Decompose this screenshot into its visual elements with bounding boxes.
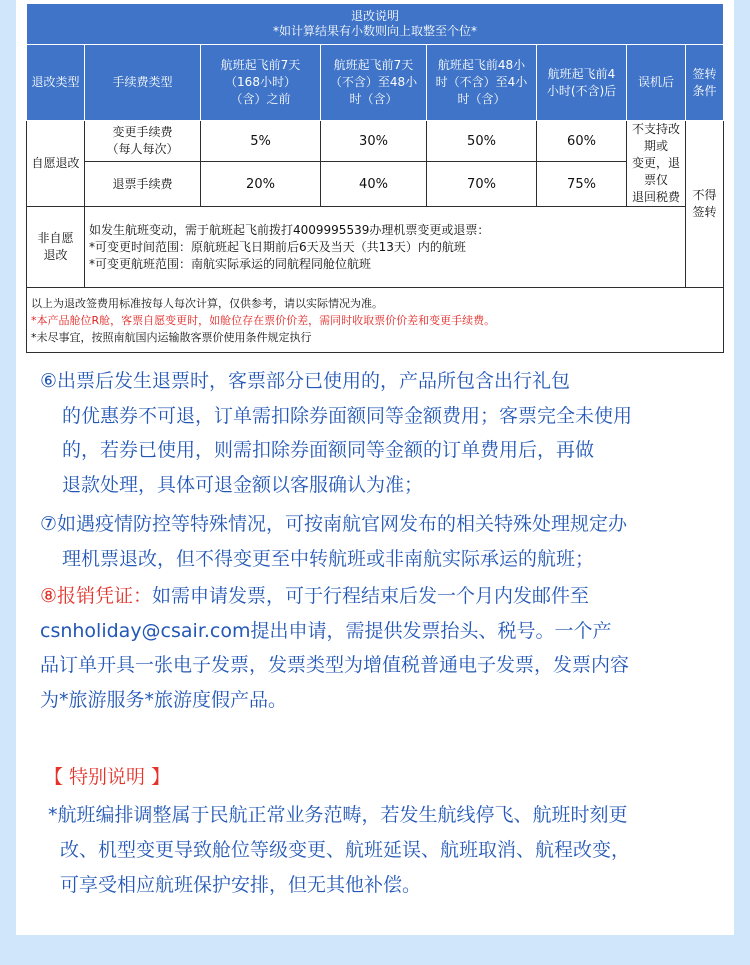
missed-note [627,121,686,207]
header-col4 [537,45,627,121]
header-col4-line: 航班起飞前4 [547,66,616,81]
note-line: 以上为退改签费用标准按每人每次计算，仅供参考，请以实际情况为准。 [31,296,383,310]
refund-fee-value: 75% [537,162,627,207]
change-fee-line: （每人每次） [106,142,179,156]
header-col3-line: 航班起飞前48小 [437,58,526,72]
header-col3 [427,45,537,121]
involuntary-label-line: 非自愿 [37,231,74,245]
missed-note-line: 变更，退票仅 [631,156,680,187]
special-note [48,798,728,903]
involuntary-line: *可变更时间范围：原航班起飞日期前后6天及当天（共13天）内的航班 [89,239,466,254]
header-col1 [201,45,321,121]
refund-fee-label: 退票手续费 [85,162,201,207]
change-fee-value: 50% [427,121,537,162]
special-note-line: *航班编排调整属于民航正常业务范畴，若发生航线停飞、航班时刻更 [48,804,628,826]
header-col2-line: （不含）至48小 [329,75,418,89]
special-note-line: 改、机型变更导致舱位等级变更、航班延误、航班取消、航程改变， [60,839,631,861]
header-col3-line: 时（不含）至4小 [435,75,528,89]
header-col2-line: 航班起飞前7天 [333,58,414,72]
refund-fee-value: 40% [321,162,427,207]
change-fee-line: 变更手续费 [112,125,173,139]
header-col1-line: （含）之前 [230,92,291,106]
clause-6-line: 退款处理，具体可退金额以客服确认为准； [62,473,424,496]
clause-7-line: 理机票退改，但不得变更至中转航班或非南航实际承运的航班； [62,547,595,570]
endorse-value-line: 签转 [692,205,717,219]
note-line-warning: *本产品舱位R舱，客票自愿变更时，如舱位存在票价价差，需同时收取票价价差和变更手续费。 [31,313,496,327]
note-line: *未尽事宜，按照南航国内运输散客票价使用条件规定执行 [31,330,312,344]
clause-8 [40,579,730,717]
clause-8-line: csnholiday@csair.com提出申请，需提供发票抬头、税号。一个产 [40,619,612,642]
table-subtitle: *如计算结果有小数则向上取整至个位* [273,24,478,38]
refund-fee-value: 20% [201,162,321,207]
clause-6-line: 的，若券已使用，则需扣除券面额同等金额的订单费用后，再做 [62,439,595,461]
missed-note-line: 不支持改期或 [631,122,680,153]
clause-6 [40,364,730,502]
clause-8-label: ⑧报销凭证： [40,585,153,607]
involuntary-line: *可变更航班范围：南航实际承运的同航程同舱位航班 [89,256,372,271]
header-col2 [321,45,427,121]
table-notes [27,288,724,353]
clause-6-line: ⑥出票后发生退票时，客票部分已使用的，产品所包含出行礼包 [40,370,571,392]
clause-7 [40,507,730,576]
involuntary-detail [85,207,686,288]
table-title [27,4,724,45]
change-fee-value: 5% [201,121,321,162]
refund-change-table [26,3,724,353]
special-note-title: 【 特别说明 】 [44,766,171,788]
header-missed: 误机后 [627,45,686,121]
header-col2-line: 时（含） [349,92,398,106]
header-col1-line: （168小时） [225,75,296,89]
clause-8-line: 品订单开具一张电子发票，发票类型为增值税普通电子发票，发票内容 [40,654,630,676]
endorse-value [686,121,724,288]
voluntary-label: 自愿退改 [27,121,85,207]
change-fee-value: 60% [537,121,627,162]
header-col3-line: 时（含） [457,92,506,106]
clause-7-line: ⑦如遇疫情防控等特殊情况，可按南航官网发布的相关特殊处理规定办 [40,513,628,535]
header-endorse-line: 签转 [692,66,717,81]
clause-8-line: 为*旅游服务*旅游度假产品。 [40,688,288,711]
clause-8-line: 如需申请发票，可于行程结束后发一个月内发邮件至 [152,585,590,607]
involuntary-line: 如发生航班变动，需于航班起飞前拨打4009995539办理机票变更或退票： [89,222,490,237]
change-fee-label [85,121,201,162]
change-fee-value: 30% [321,121,427,162]
refund-fee-value: 70% [427,162,537,207]
header-endorse-line: 条件 [692,83,717,98]
endorse-value-line: 不得 [692,188,717,202]
missed-note-line: 退回税费 [631,190,680,204]
header-type: 退改类型 [27,45,85,121]
clause-6-line: 的优惠券不可退，订单需扣除券面额同等金额费用；客票完全未使用 [62,404,633,427]
involuntary-label-line: 退改 [43,248,68,262]
header-col1-line: 航班起飞前7天 [220,58,301,72]
header-fee-type: 手续费类型 [85,45,201,121]
header-col4-line: 小时(不含)后 [546,83,617,98]
special-note-line: 可享受相应航班保护安排，但无其他补偿。 [60,874,422,896]
involuntary-label [27,207,85,288]
table-title-text: 退改说明 [351,9,400,23]
header-endorse [686,45,724,121]
